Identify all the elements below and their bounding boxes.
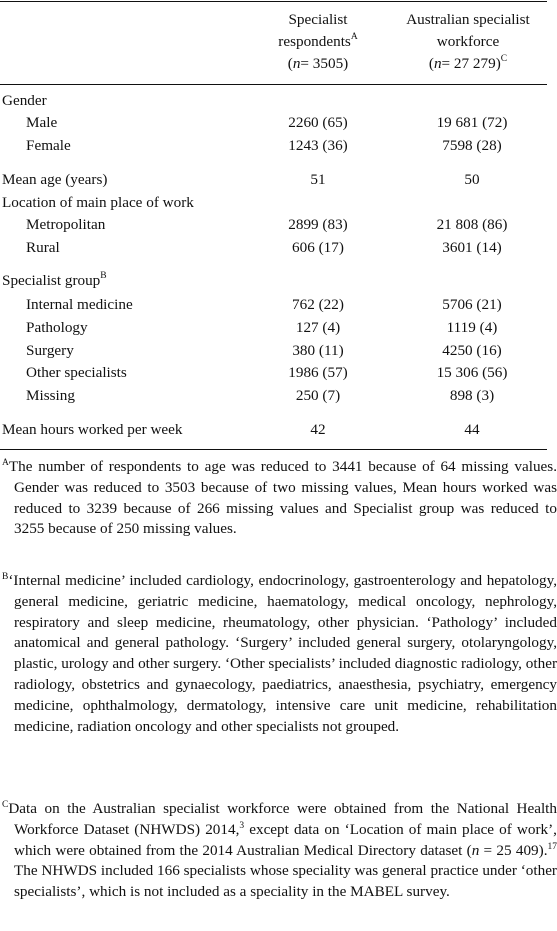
reference-mark: 17 [547, 841, 557, 852]
row-label: Female [26, 137, 71, 154]
table-row [0, 214, 547, 236]
cell-workforce: 4250 (16) [442, 342, 502, 359]
cell-respondents: 606 (17) [292, 239, 344, 256]
footnote-ref-a: A [350, 32, 358, 43]
cell-workforce: 50 [464, 171, 480, 188]
cell-respondents: 1243 (36) [288, 137, 348, 154]
header-line: Australian specialist [406, 11, 530, 28]
cell-respondents: 2260 (65) [288, 114, 348, 131]
header-n: (n= 3505) [287, 55, 349, 72]
row-label: Other specialists [26, 364, 127, 381]
cell-workforce: 21 808 (86) [436, 216, 508, 233]
footnote-text: ‘Internal medicine’ included cardiology, endocrinology, gastroenterology and hepatology, general medicine, geriatric medicine, haematology, medical oncology, nephrology, respiratory and sleep medicine, rheumatology, other physician. ‘Pathology’ included anatomical and general pathology. ‘Surgery’ included general surgery, otolaryngology, plastic, urology and other surgery. ‘Other specialists’ included diagnostic radiology, other radiology, obstetrics and gynaecology, paediatrics, anaesthesia, psychiatry, emergency medicine, ophthalmology, dermatology, intensive care unit medicine, rehabilitation medicine, radiation oncology and other specialists not grouped. [8, 572, 557, 735]
footnote-mark: A [2, 457, 9, 468]
table-row [0, 112, 547, 134]
row-label: Specialist group$^B$ [2, 271, 107, 289]
footnote-ref-b: B [100, 271, 107, 282]
row-label: Internal medicine [26, 296, 133, 313]
table-row [0, 237, 547, 259]
table-row [0, 317, 547, 339]
cell-workforce: 5706 (21) [442, 296, 502, 313]
cell-workforce: 7598 (28) [442, 137, 502, 154]
table-row [0, 419, 547, 441]
cell-respondents: 380 (11) [292, 342, 344, 359]
table-row [0, 192, 547, 214]
footnote-mark: C [2, 799, 9, 810]
row-label: Gender [2, 92, 47, 109]
row-label: Mean hours worked per week [2, 421, 183, 438]
row-label: Male [26, 114, 58, 131]
footnote-text: The number of respondents to age was reduced to 3441 because of 64 missing values. Gender was reduced to 3503 because of two missing values, Mean hours worked was reduced to 3239 because of 266 missing values and Specialist group was reduced to 3255 because of 250 missing values. [8, 458, 557, 538]
row-label: Rural [26, 239, 60, 256]
row-label: Missing [26, 387, 75, 404]
row-label: Mean age (years) [2, 171, 108, 188]
table-bottom-rule [0, 449, 547, 450]
cell-respondents: 762 (22) [292, 296, 344, 313]
cell-workforce: 15 306 (56) [436, 364, 508, 381]
cell-respondents: 42 [310, 421, 326, 438]
row-label: Pathology [26, 319, 88, 336]
column-header-specialist-respondents [238, 9, 398, 75]
footnote-b [2, 571, 557, 737]
row-label: Surgery [26, 342, 74, 359]
table-top-rule [0, 1, 547, 2]
table-row [0, 169, 547, 191]
table-row [0, 135, 547, 157]
cell-workforce: 1119 (4) [446, 319, 498, 336]
column-header-australian-workforce [388, 9, 548, 75]
table-row [0, 90, 547, 112]
table-row [0, 362, 547, 384]
cell-workforce: 3601 (14) [442, 239, 502, 256]
table-row [0, 294, 547, 316]
cell-respondents: 51 [310, 171, 326, 188]
header-line: workforce [436, 33, 500, 50]
footnote-ref-c: C [500, 54, 508, 65]
header-line: respondents$^A$ [278, 32, 358, 50]
footnote-a [2, 457, 557, 540]
row-label: Metropolitan [26, 216, 106, 233]
header-line: Specialist [288, 11, 348, 28]
table-header-rule [0, 84, 547, 85]
cell-respondents: 2899 (83) [288, 216, 348, 233]
cell-workforce: 898 (3) [449, 387, 495, 404]
cell-workforce: 19 681 (72) [436, 114, 508, 131]
row-label: Location of main place of work [2, 194, 194, 211]
reference-mark: 3 [239, 820, 245, 831]
cell-respondents: 1986 (57) [288, 364, 348, 381]
table-row [0, 340, 547, 362]
cell-workforce: 44 [464, 421, 480, 438]
header-n: (n= 27 279)$^C$ [428, 54, 508, 72]
footnote-mark: B [2, 571, 9, 582]
table-row [0, 385, 547, 407]
footnote-c: $^C$Data on the Australian specialist workforce were obtained from the National Health Workforce Dataset (NHWDS) 2014,$^3$ except data on ‘Location of main place of work’, which were obtained from the 2014 Australian Medical Directory dataset (n = 25 409).$^{17}$ The NHWDS included 166 specialists whose speciality was general practice under ‘other specialists’, which is not included as a speciality in the MABEL survey. [2, 799, 557, 901]
cell-respondents: 127 (4) [295, 319, 341, 336]
cell-respondents: 250 (7) [295, 387, 341, 404]
table-row [0, 270, 547, 292]
